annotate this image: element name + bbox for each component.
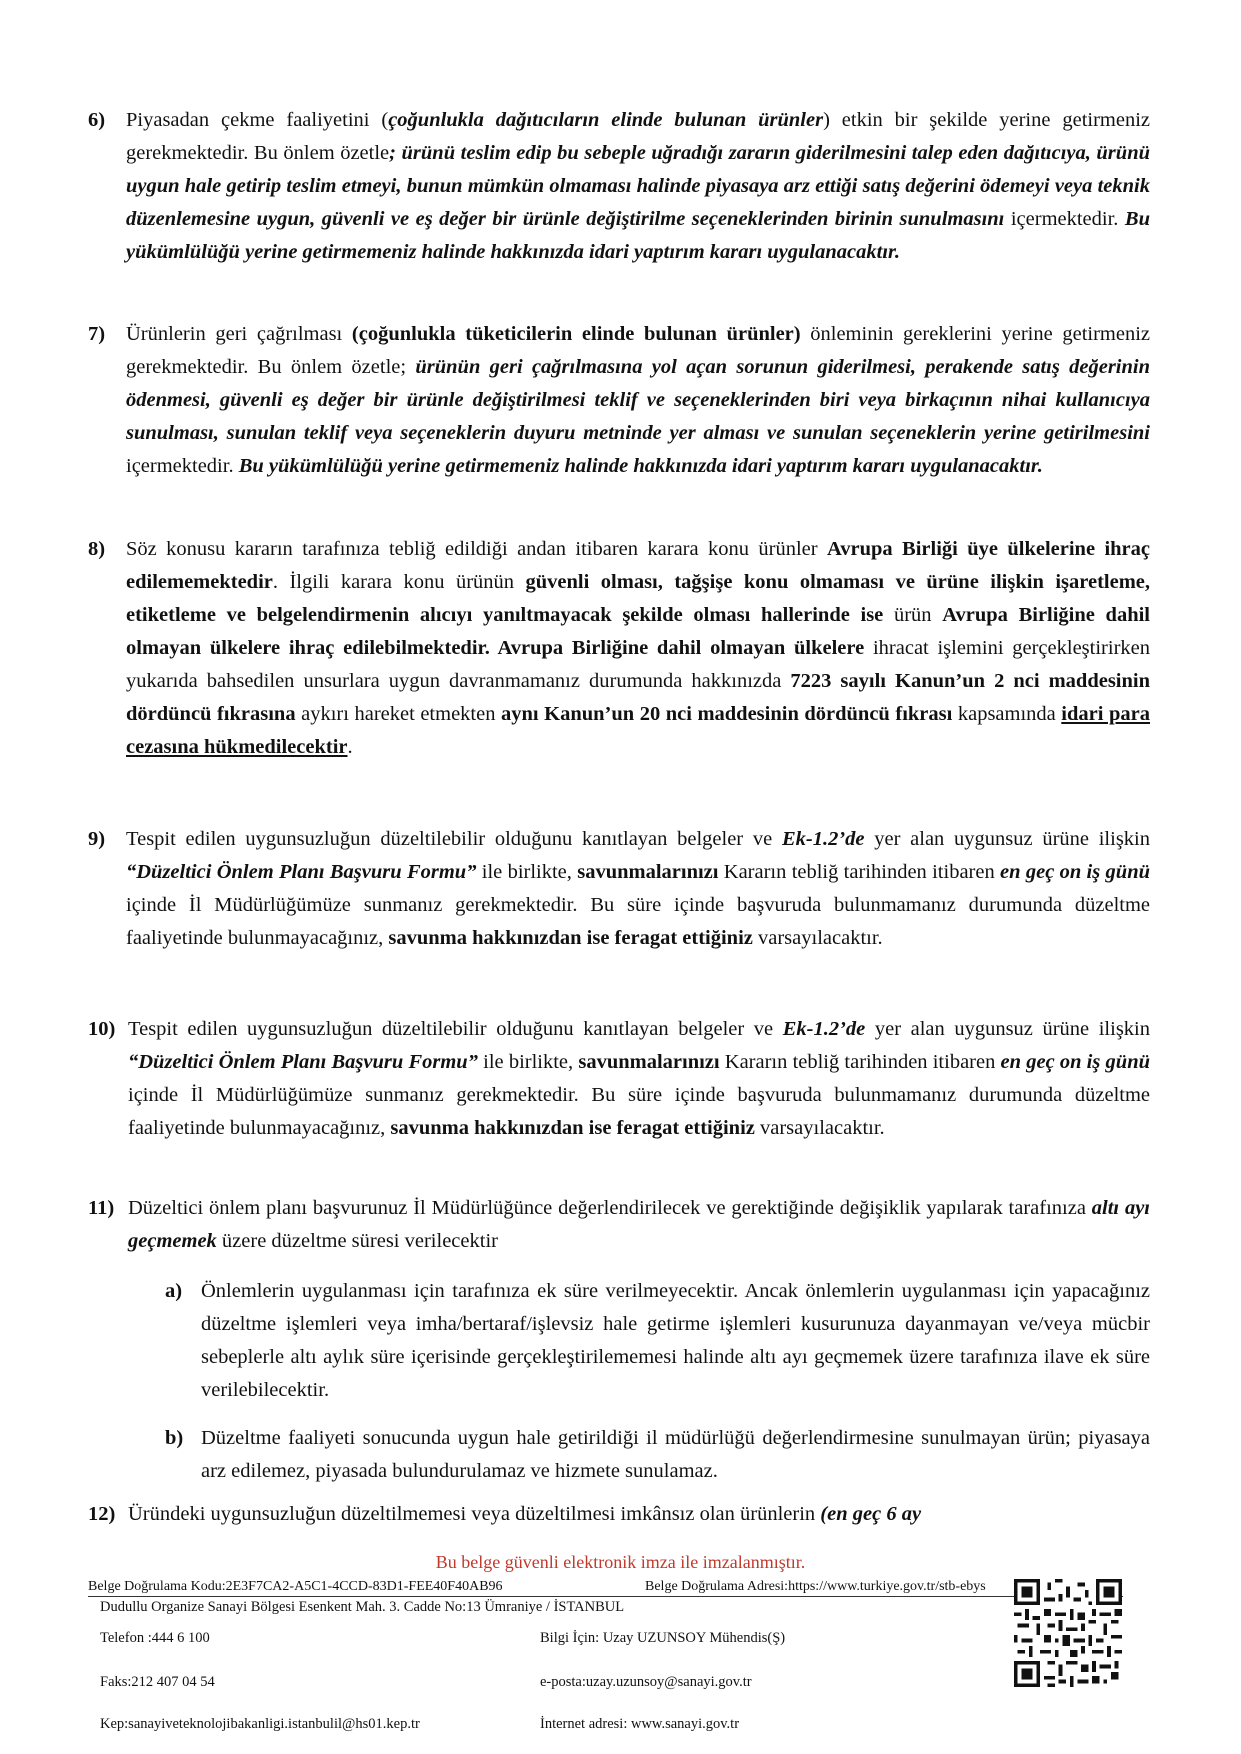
clause-text	[126, 104, 1150, 269]
text-run: Tespit edilen uygunsuzluğun düzeltilebilir olduğunu kanıtlayan belgeler ve	[128, 1018, 783, 1040]
subclause-letter: a)	[165, 1280, 183, 1302]
text-run: savunmalarınızı	[578, 1051, 720, 1073]
text-run: Düzeltici önlem planı başvurunuz İl Müdürlüğünce değerlendirilecek ve gerektiğinde değişiklik yapılarak tarafınıza	[128, 1197, 1092, 1219]
text-run: “Düzeltici Önlem Planı Başvuru Formu”	[128, 1051, 478, 1073]
clause-text	[128, 1498, 1150, 1531]
text-run: aynı Kanun’un 20 nci maddesinin dördüncü fıkrası	[501, 703, 953, 725]
text-run: Avrupa Birliğine dahil olmayan ülkelere ihraç edilebilmektedir. Avrupa Birliğine dahil olmayan ülkelere	[126, 604, 1150, 659]
text-run: ; ürünü teslim edip bu sebeple uğradığı zararın giderilmesini talep eden dağıtıcıya, ürünü uygun hale getirip teslim etmeyi, bunun mümkün olmaması halinde piyasaya arz ettiği satış değerini ödemeyi veya teknik düzenlemesine uygun, güvenli ve eş değer bir ürünle değiştirilme seçeneklerinden birinin sunulmasını	[126, 142, 1150, 230]
clause-number: 6)	[88, 109, 106, 131]
text-run: yer alan uygunsuz ürüne ilişkin	[865, 1018, 1150, 1040]
clause-number: 7)	[88, 323, 106, 345]
text-run: Üründeki uygunsuzluğun düzeltilmemesi veya düzeltilmesi imkânsız olan ürünlerin	[128, 1503, 821, 1525]
text-run: Söz konusu kararın tarafınıza tebliğ edildiği andan itibaren karara konu ürünler	[126, 538, 827, 560]
info-contact: Bilgi İçin: Uzay UZUNSOY Mühendis(Ş)	[540, 1630, 786, 1646]
subclause-text	[201, 1422, 1150, 1488]
text-run: (en geç 6 ay	[820, 1503, 922, 1525]
text-run: Ek-1.2’de	[781, 828, 865, 850]
text-run: içermektedir.	[126, 455, 239, 477]
footer-divider	[88, 1596, 1123, 1597]
text-run: Piyasadan çekme faaliyetini (	[126, 109, 389, 131]
fax: Faks:212 407 04 54	[100, 1674, 215, 1690]
text-run: çoğunlukla dağıtıcıların elinde bulunan ürünler	[388, 109, 824, 131]
clause-text	[126, 823, 1150, 955]
email[interactable]: e-posta:uzay.uzunsoy@sanayi.gov.tr	[540, 1674, 752, 1690]
text-run: savunma hakkınızdan ise feragat ettiğiniz	[388, 927, 753, 949]
text-run: kapsamında	[952, 703, 1062, 725]
text-run: savunmalarınızı	[577, 861, 719, 883]
text-run: varsayılacaktır.	[752, 927, 883, 949]
text-run: ihracat işlemini gerçekleştirirken yukarıda bahsedilen unsurlara uygun davranmamanız durumunda hakkınızda	[126, 637, 1150, 692]
verification-address[interactable]: Belge Doğrulama Adresi:https://www.turkiye.gov.tr/stb-ebys	[645, 1579, 986, 1594]
clause-text	[128, 1013, 1150, 1145]
address: Dudullu Organize Sanayi Bölgesi Esenkent Mah. 3. Cadde No:13 Ümraniye / İSTANBUL	[100, 1599, 625, 1615]
text-run: Önlemlerin uygulanması için tarafınıza ek süre verilmeyecektir. Ancak önlemlerin uygulanması için yapacağınız düzeltme işlemleri veya imha/bertaraf/işlevsiz hale getirme işlemleri kusurunuza dayanmayan ve/veya mücbir sebeplerle altı aylık süre içerisinde gerçekleştirilememesi halinde altı ayı geçmemek üzere tarafınıza ilave ek süre verilebilecektir.	[201, 1280, 1150, 1401]
text-run: ile birlikte,	[476, 861, 578, 883]
verification-code: Belge Doğrulama Kodu:2E3F7CA2-A5C1-4CCD-83D1-FEE40F40AB96	[88, 1579, 503, 1594]
website[interactable]: İnternet adresi: www.sanayi.gov.tr	[540, 1716, 740, 1732]
text-run: Düzeltme faaliyeti sonucunda uygun hale getirildiği il müdürlüğü değerlendirmesine sunulmayan ürün; piyasaya arz edilemez, piyasada bulundurulamaz ve hizmete sunulamaz.	[201, 1427, 1150, 1482]
text-run: ürün	[883, 604, 943, 626]
text-run: savunma hakkınızdan ise feragat ettiğiniz	[390, 1117, 755, 1139]
text-run: .	[347, 736, 353, 758]
text-run: en geç on iş günü	[1000, 1051, 1150, 1073]
text-run: içinde İl Müdürlüğümüze sunmanız gerekmektedir. Bu süre içinde başvuruda bulunmamanız durumunda düzeltme faaliyetinde bulunmayacağınız,	[128, 1084, 1150, 1139]
text-run: Kararın tebliğ tarihinden itibaren	[719, 1051, 1001, 1073]
text-run: yer alan uygunsuz ürüne ilişkin	[864, 828, 1150, 850]
clause-text	[126, 533, 1150, 764]
text-run: (çoğunlukla tüketicilerin elinde bulunan ürünler)	[351, 323, 801, 345]
text-run: Kararın tebliğ tarihinden itibaren	[718, 861, 1001, 883]
text-run: içermektedir.	[1004, 208, 1125, 230]
text-run: varsayılacaktır.	[754, 1117, 885, 1139]
subclause-text	[201, 1275, 1150, 1407]
text-run: en geç on iş günü	[1000, 861, 1150, 883]
clause-8	[88, 533, 1150, 764]
text-run: önleminin gereklerini yerine getirmeniz gerekmektedir. Bu önlem özetle;	[126, 323, 1151, 378]
text-run: “Düzeltici Önlem Planı Başvuru Formu”	[126, 861, 477, 883]
clause-text	[126, 318, 1150, 483]
clause-6	[88, 104, 1150, 269]
subclause-a	[165, 1275, 1150, 1407]
text-run: . İlgili karara konu ürünün	[272, 571, 526, 593]
text-run: üzere düzeltme süresi verilecektir	[216, 1230, 498, 1252]
text-run: Tespit edilen uygunsuzluğun düzeltilebilir olduğunu kanıtlayan belgeler ve	[126, 828, 782, 850]
clause-text	[128, 1192, 1150, 1258]
e-signature-note: Bu belge güvenli elektronik imza ile imzalanmıştır.	[435, 1552, 806, 1572]
text-run: 7223 sayılı Kanun’un 2 nci maddesinin dördüncü fıkrasına	[126, 670, 1150, 725]
text-run: Avrupa Birliği üye ülkelerine ihraç edilememektedir	[126, 538, 1150, 593]
text-run: altı ayı geçmemek	[128, 1197, 1150, 1252]
clause-11	[88, 1192, 1150, 1258]
clause-9	[88, 823, 1150, 955]
text-run: idari para cezasına hükmedilecektir	[126, 703, 1150, 758]
subclause-letter: b)	[165, 1427, 184, 1449]
text-run: güvenli olması, tağşişe konu olmaması ve ürüne ilişkin işaretleme, etiketleme ve belgelendirmenin alıcıyı yanıltmayacak şekilde olması hallerinde ise	[126, 571, 1150, 626]
text-run: ) etkin bir şekilde yerine getirmeniz gerekmektedir. Bu önlem özetle	[126, 109, 1151, 164]
kep-address[interactable]: Kep:sanayiveteknolojibakanligi.istanbulil@hs01.kep.tr	[100, 1716, 420, 1732]
text-run: Bu yükümlülüğü yerine getirmemeniz halinde hakkınızda idari yaptırım kararı uygulanacaktır.	[126, 208, 1150, 263]
clause-number: 10)	[88, 1018, 116, 1040]
text-run: ürünün geri çağrılmasına yol açan sorunun giderilmesi, perakende satış değerinin ödenmesi, güvenli eş değer bir ürünle değiştirilmesi teklif ve seçeneklerinden biri veya birkaçının nihai kullanıcıya sunulması, sunulan teklif veya seçeneklerin duyuru metninde yer alması ve sunulan seçeneklerin yerine getirilmesini	[126, 356, 1150, 444]
clause-12	[88, 1498, 1150, 1531]
clause-10	[88, 1013, 1150, 1145]
text-run: içinde İl Müdürlüğümüze sunmanız gerekmektedir. Bu süre içinde başvuruda bulunmamanız durumunda düzeltme faaliyetinde bulunmayacağınız,	[126, 894, 1150, 949]
clause-number: 11)	[88, 1197, 115, 1219]
clause-7	[88, 318, 1150, 483]
subclause-b	[165, 1422, 1150, 1488]
text-run: Bu yükümlülüğü yerine getirmemeniz halinde hakkınızda idari yaptırım kararı uygulanacaktır.	[238, 455, 1043, 477]
clause-number: 12)	[88, 1503, 116, 1525]
text-run: Ek-1.2’de	[782, 1018, 866, 1040]
text-run: aykırı hareket etmekten	[295, 703, 501, 725]
qr-code-icon	[1014, 1579, 1122, 1687]
text-run: Ürünlerin geri çağrılması	[126, 323, 352, 345]
text-run: ile birlikte,	[477, 1051, 579, 1073]
clause-number: 8)	[88, 538, 106, 560]
phone: Telefon :444 6 100	[100, 1630, 210, 1646]
clause-number: 9)	[88, 828, 106, 850]
